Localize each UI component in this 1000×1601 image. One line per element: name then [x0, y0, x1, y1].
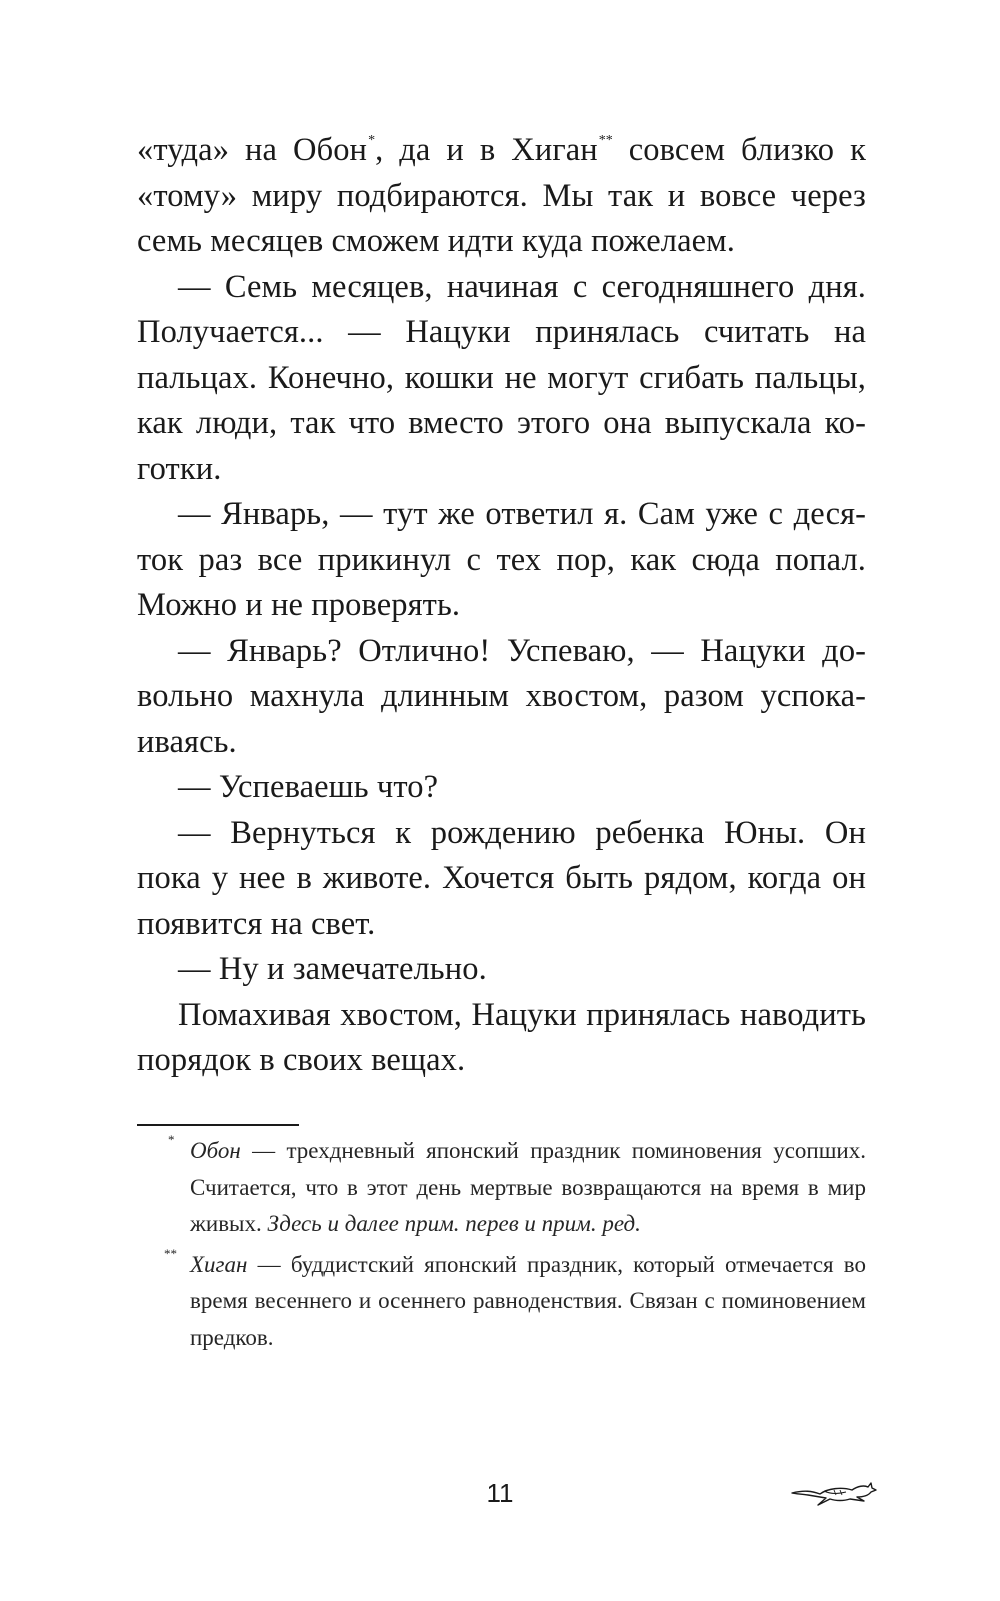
- paragraph-4: — Январь? Отлично! Успеваю, — Нацуки довольно махнула длинным хвостом, разом успокаиваясь.: [137, 632, 866, 760]
- footnote-1-note: Здесь и далее прим. перев и прим. ред.: [267, 1211, 641, 1236]
- page-number: 11: [486, 1478, 514, 1508]
- paragraph-1-before: «туда» на Обон: [137, 132, 368, 168]
- paragraph-2: — Семь месяцев, начиная с сегодняшнего дня. Получается... — Нацуки принялась считать на пальцах. Конечно, кошки не могут сгибать пальцы, как люди, так что вместо этого она выпускала коготки.: [137, 268, 866, 487]
- footnote-1-mark: *: [168, 1132, 175, 1147]
- footnote-ref-2[interactable]: **: [598, 133, 613, 148]
- paragraph-8: Помахивая хвостом, Нацуки принялась наводить порядок в своих вещах.: [137, 996, 866, 1078]
- footnote-2: [164, 1245, 866, 1357]
- paragraph-1-middle: , да и в Хиган: [375, 132, 598, 168]
- paragraph-5: — Успеваешь что?: [178, 769, 439, 805]
- footnote-1: [168, 1132, 866, 1243]
- paragraph-7: — Ну и замечательно.: [178, 951, 487, 987]
- footnote-1-text: — трехдневный японский праздник поминовения усопших. Считается, что в этот день мертвые возвращаются на время в мир живых.: [190, 1138, 866, 1236]
- paragraph-1: [137, 128, 866, 265]
- paragraph-1-after: совсем близко к «тому» миру подбираются. Мы так и вовсе через семь месяцев сможем идти куда пожелаем.: [137, 132, 867, 259]
- main-text: [137, 128, 866, 1084]
- paragraph-3: — Январь, — тут же ответил я. Сам уже с десяток раз все прикинул с тех пор, как сюда попал. Можно и не проверять.: [137, 496, 866, 623]
- footnotes: [164, 1132, 866, 1360]
- paragraph-6: — Вернуться к рождению ребенка Юны. Он пока у нее в животе. Хочется быть рядом, когда он появится на свет.: [137, 814, 866, 942]
- footnote-2-text: — буддистский японский праздник, который отмечается во время весеннего и осеннего равноденствия. Связан с поминовением предков.: [190, 1251, 866, 1350]
- running-cat-icon: [790, 1478, 878, 1508]
- footnote-2-mark: **: [164, 1245, 177, 1261]
- footnote-2-term: Хиган: [190, 1251, 248, 1277]
- footnote-divider: [137, 1124, 299, 1126]
- footnote-1-term: Обон: [190, 1138, 241, 1163]
- footnote-ref-1[interactable]: *: [368, 133, 376, 148]
